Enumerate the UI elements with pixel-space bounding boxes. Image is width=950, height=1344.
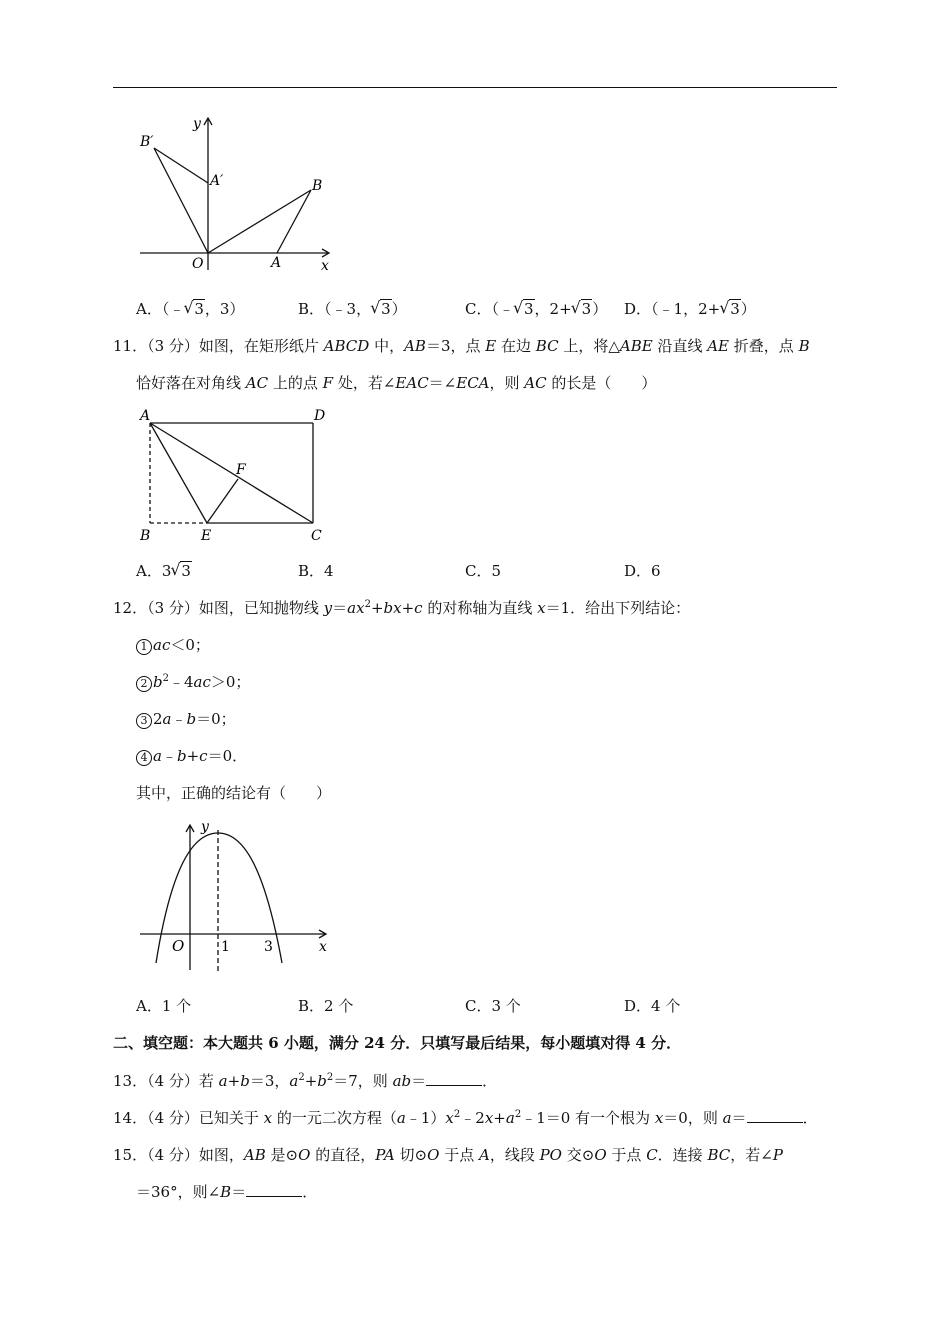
q11-option-b: B．4: [298, 562, 334, 580]
label-y: y: [193, 116, 201, 132]
q15-line2: ＝36°，则∠B＝ ．: [136, 1183, 318, 1201]
label-three: 3: [264, 939, 273, 955]
q15-line1: 15．（4 分）如图，AB 是⊙O 的直径，PA 切⊙O 于点 A，线段 PO 交⊙O 于点 C．连接 BC，若∠P: [113, 1146, 783, 1164]
q12-conclusion-2: 2 $b^2﹣4ac>0$；: [136, 671, 250, 692]
q12-figure: [135, 815, 340, 975]
q10-option-b: B．（﹣3， √ 3）: [298, 298, 407, 318]
q14: 14．（4 分）已知关于 x 的一元二次方程$(a﹣1)x^2﹣2x+a^2﹣1=0$ 有一个根为 x＝0，则 a＝ ．: [113, 1109, 818, 1127]
label-one: 1: [221, 939, 230, 955]
label-b: B: [140, 528, 151, 544]
label-b-prime: B′: [140, 134, 154, 150]
q10-option-a: A．（﹣ √ 3，3）: [136, 298, 245, 318]
q13-answer-blank[interactable]: [426, 1073, 482, 1086]
label-c: C: [311, 528, 322, 544]
q12-option-b: B．2 个: [298, 997, 354, 1015]
q10-option-c: C．（﹣ √ 3，2+ √ 3）: [465, 298, 608, 318]
label-a-prime: A′: [210, 173, 224, 189]
label-x: x: [321, 258, 329, 274]
q14-answer-blank[interactable]: [747, 1110, 803, 1123]
q11-figure: [135, 402, 335, 547]
label-x: x: [319, 939, 327, 955]
q12-option-a: A．1 个: [136, 997, 192, 1015]
header-rule: [113, 87, 837, 88]
q15-answer-blank[interactable]: [246, 1184, 302, 1197]
q12-option-c: C．3 个: [465, 997, 521, 1015]
q11-option-a: A．3 √ 3: [136, 560, 191, 580]
label-y: y: [201, 819, 209, 835]
label-o: O: [172, 937, 185, 955]
segment-ob: [208, 190, 311, 253]
q12-stem: 12．（3 分）如图，已知抛物线 $y=ax^2+bx+c$ 的对称轴为直线 x＝1．给出下列结论：: [113, 599, 691, 617]
q12-question: 其中，正确的结论有（ ）: [136, 784, 332, 802]
segment-ae: [150, 423, 207, 523]
label-f: F: [236, 462, 246, 478]
label-e: E: [201, 528, 212, 544]
label-a: A: [140, 408, 151, 424]
q10-option-d: D．（﹣1，2+ √ 3）: [624, 298, 756, 318]
q11-option-c: C．5: [465, 562, 502, 580]
q11-option-d: D．6: [624, 562, 661, 580]
segment-ef: [207, 479, 238, 523]
diagonal-ac: [150, 423, 313, 523]
section-heading: 二、填空题：本大题共 6 小题，满分 24 分．只填写最后结果，每小题填对得 4 分．: [113, 1034, 682, 1052]
q11-stem-line2: 恰好落在对角线 AC 上的点 F 处，若∠EAC＝∠ECA，则 AC 的长是（ ）: [136, 374, 657, 392]
segment-ob-prime: [154, 148, 208, 253]
q10-figure: [130, 110, 340, 275]
label-b: B: [312, 178, 323, 194]
label-d: D: [314, 408, 326, 424]
q13: 13．（4 分）若 a+b＝3，$a^2+b^2=7$，则 ab＝ ．: [113, 1072, 498, 1090]
q12-option-d: D．4 个: [624, 997, 681, 1015]
q12-conclusion-4: 4 a﹣b+c＝0．: [136, 745, 247, 766]
label-a: A: [271, 255, 282, 271]
segment-b-prime-a-prime: [154, 148, 208, 183]
q12-conclusion-1: 1 ac＜0；: [136, 634, 210, 655]
q12-conclusion-3: 3 2a﹣b＝0；: [136, 708, 236, 729]
q11-stem-line1: 11．（3 分）如图，在矩形纸片 ABCD 中，AB＝3，点 E 在边 BC 上，将△ABE 沿直线 AE 折叠，点 B: [113, 337, 810, 355]
segment-ba: [277, 190, 311, 253]
label-o: O: [192, 256, 204, 272]
